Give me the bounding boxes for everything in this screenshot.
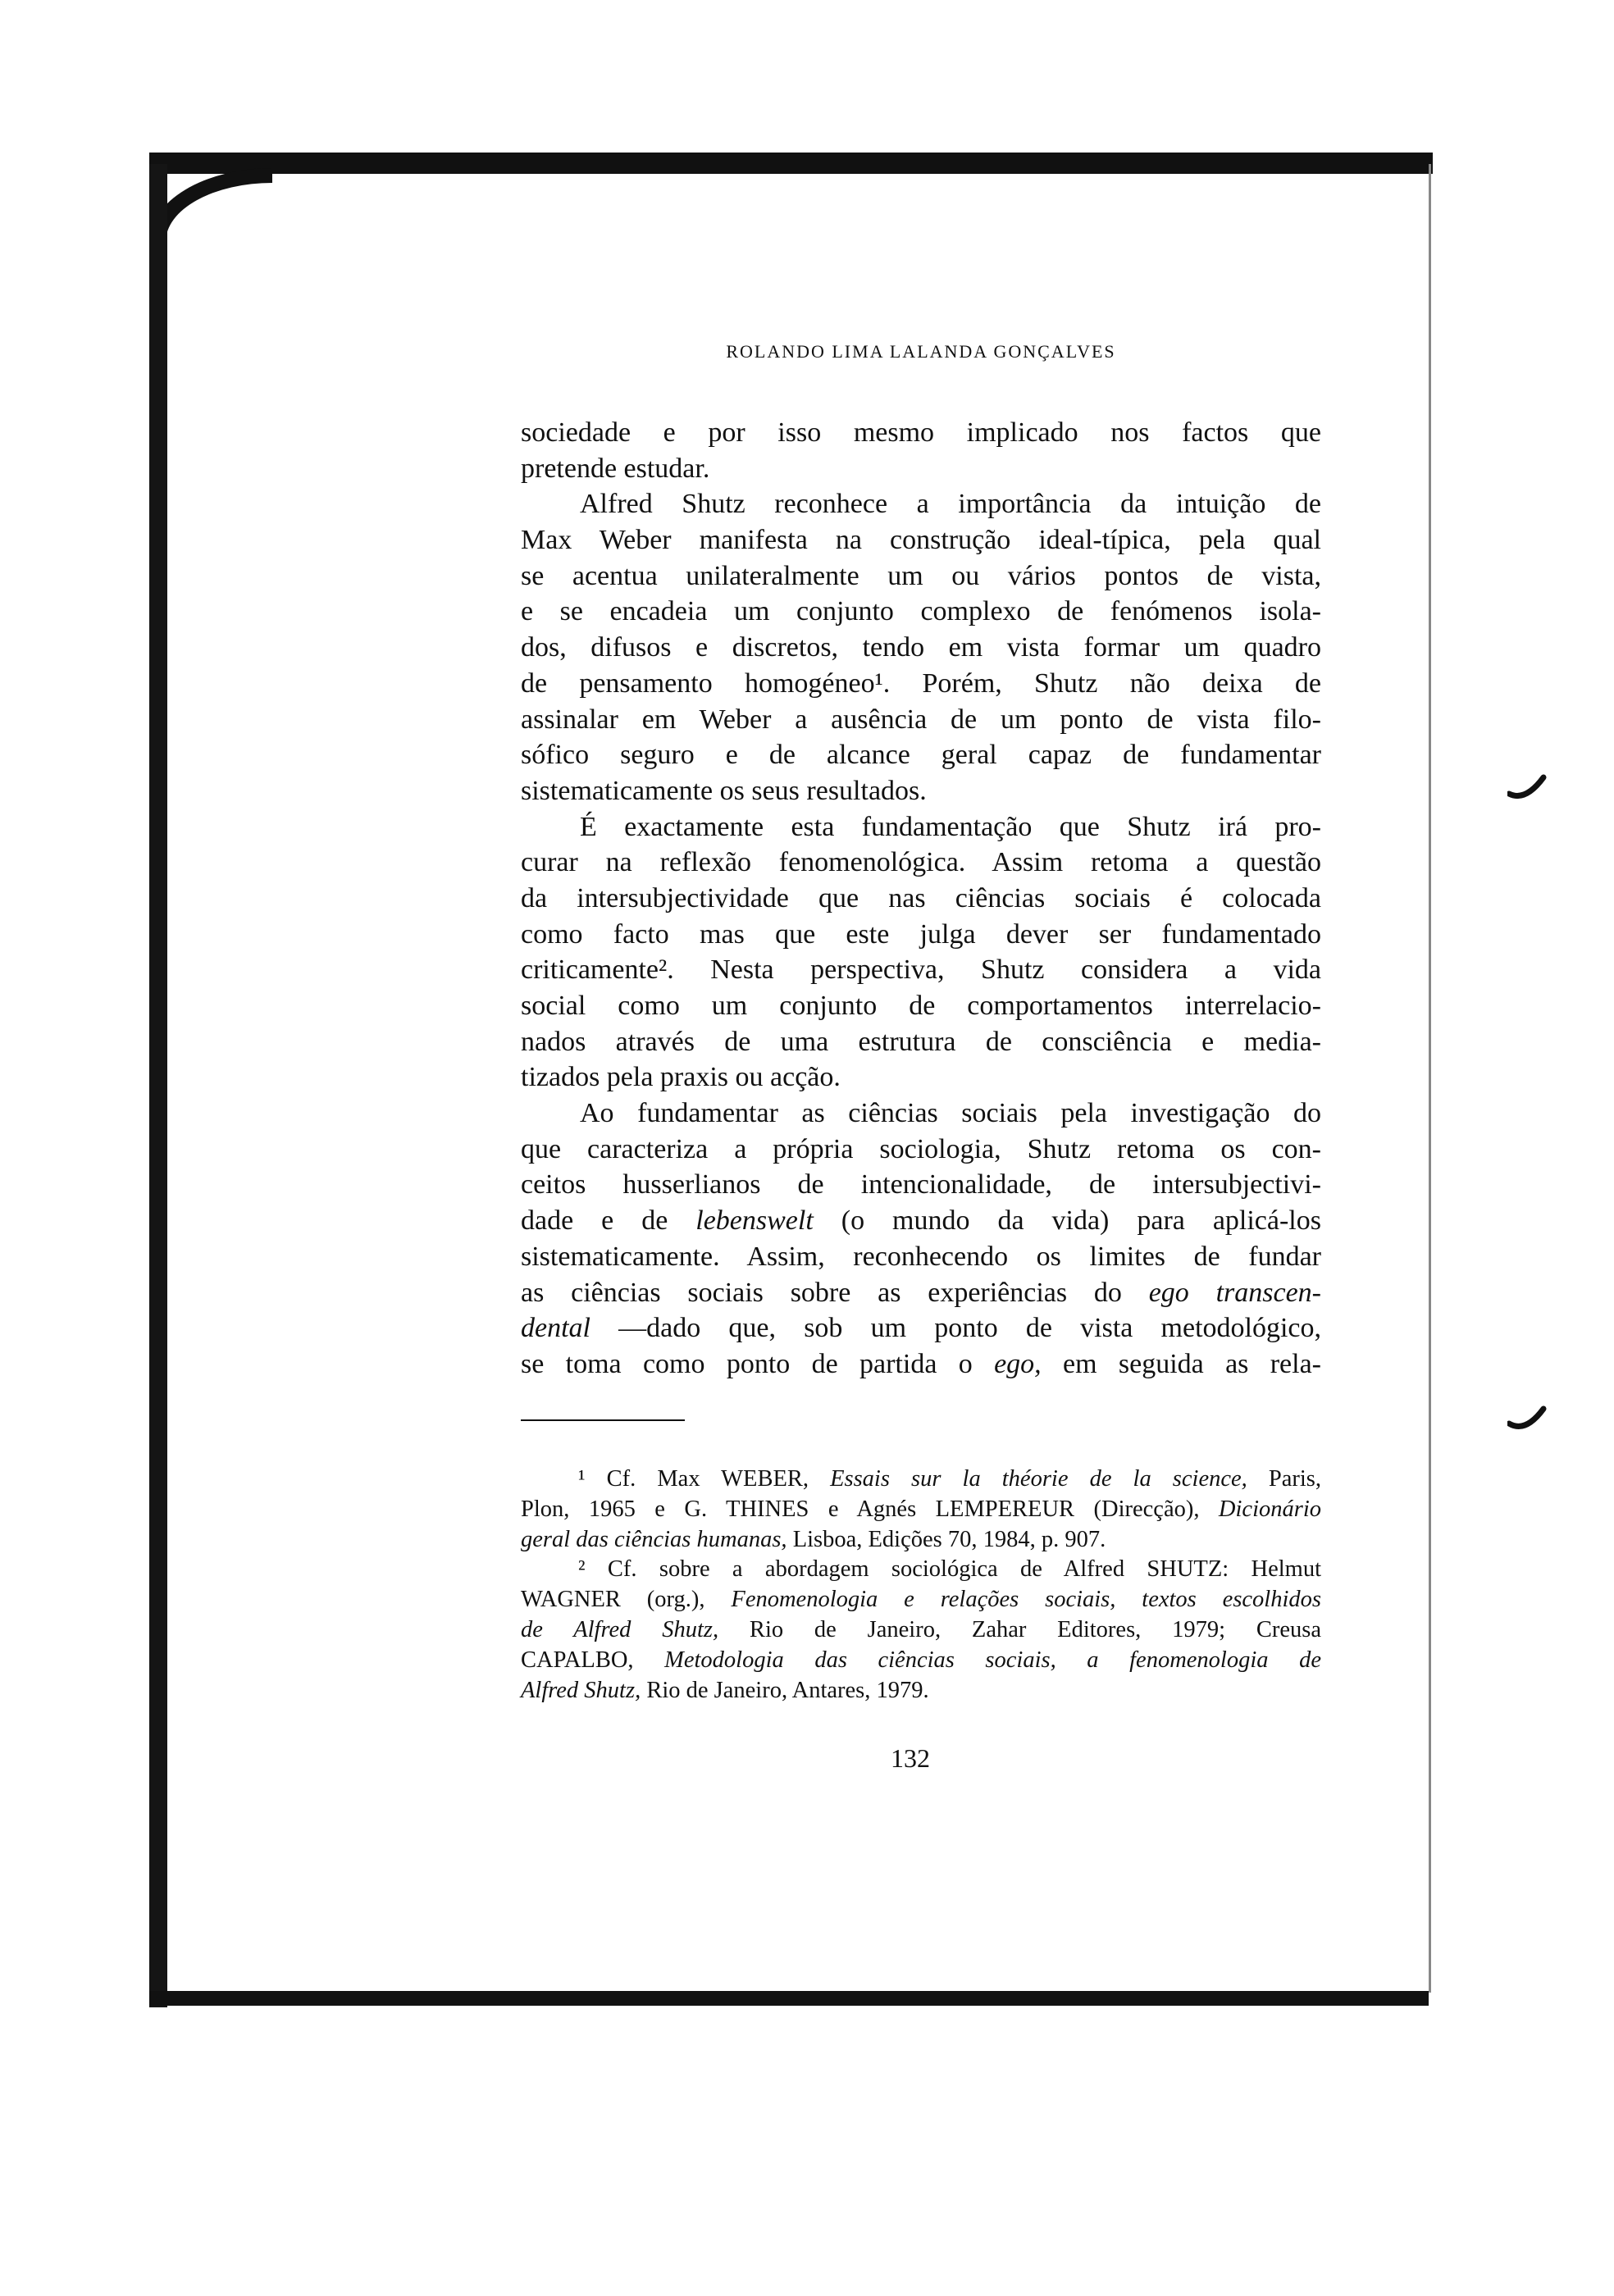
text-line — [521, 415, 1321, 451]
text-line — [521, 1239, 1321, 1275]
text-line-run: sociedade e por isso mesmo implicado nos factos que — [521, 417, 1321, 448]
text-line — [521, 1024, 1321, 1060]
text-line-run: ego, — [994, 1348, 1042, 1379]
text-line — [521, 881, 1321, 917]
text-line-run: ceitos husserlianos de intencionalidade, de intersubjectivi- — [521, 1169, 1321, 1200]
body-text — [521, 415, 1321, 1383]
text-line-run: em seguida as rela- — [1041, 1348, 1321, 1379]
footnote-line — [521, 1676, 1321, 1706]
text-line — [521, 952, 1321, 988]
footnote-line-run: Lisboa, Edições 70, 1984, p. 907. — [786, 1526, 1106, 1552]
footnote-line-run: Plon, 1965 e G. THINES e Agnés LEMPEREUR (Direcção), — [521, 1496, 1219, 1522]
text-line — [521, 1310, 1321, 1346]
text-line-run: que caracteriza a própria sociologia, Shutz retoma os con- — [521, 1133, 1321, 1164]
text-line-run: as ciências sociais sobre as experiências do — [521, 1277, 1149, 1308]
text-line-run: como facto mas que este julga dever ser fundamentado — [521, 918, 1321, 950]
footnote-line-run: Dicionário — [1218, 1496, 1321, 1522]
text-line-run: sófico seguro e de alcance geral capaz de fundamentar — [521, 740, 1321, 771]
page-border-left — [149, 164, 167, 2007]
text-line-run: de pensamento homogéneo¹. Porém, Shutz não deixa de — [521, 667, 1321, 699]
text-line — [521, 917, 1321, 953]
text-line-run: É exactamente esta fundamentação que Shutz irá pro- — [580, 811, 1321, 842]
page-border-corner — [149, 168, 272, 242]
footnote-line-run: Rio de Janeiro, Antares, 1979. — [641, 1677, 929, 1703]
footnote-line-run: WAGNER (org.), — [521, 1587, 732, 1613]
footnote-line — [521, 1646, 1321, 1676]
footnote-line-run: geral das ciências humanas, — [521, 1526, 787, 1552]
text-line — [521, 737, 1321, 773]
check-mark-icon — [1507, 771, 1548, 804]
page-number: 132 — [891, 1743, 930, 1773]
text-line-run: se acentua unilateralmente um ou vários pontos de vista, — [521, 560, 1321, 591]
footnote-line — [521, 1585, 1321, 1615]
text-line-run: Ao fundamentar as ciências sociais pela investigação do — [580, 1098, 1321, 1129]
text-line-run: da intersubjectividade que nas ciências sociais é colocada — [521, 882, 1321, 913]
text-line — [521, 594, 1321, 630]
footnote-line-run: Metodologia das ciências sociais, a fenomenologia de — [664, 1647, 1321, 1673]
text-line-run: curar na reflexão fenomenológica. Assim retoma a questão — [521, 847, 1321, 878]
text-line — [521, 486, 1321, 522]
text-line-run: nados através de uma estrutura de consciência e media- — [521, 1026, 1321, 1057]
footnote-line — [521, 1555, 1321, 1585]
text-line — [521, 451, 1321, 487]
text-line-run: (o mundo da vida) para aplicá-los — [813, 1205, 1321, 1237]
check-mark-icon — [1507, 1404, 1548, 1437]
text-line-run: social como um conjunto de comportamentos interrelacio- — [521, 991, 1321, 1021]
text-line — [521, 522, 1321, 558]
page-border-top — [149, 153, 1433, 174]
footnote-line-run: CAPALBO, — [521, 1647, 665, 1673]
footnote-line — [521, 1465, 1321, 1495]
footnote-line-run: Fenomenologia e relações sociais, textos escolhidos — [731, 1587, 1321, 1613]
footnote-line-run: de Alfred Shutz, — [521, 1616, 719, 1642]
text-line — [521, 809, 1321, 845]
text-line — [521, 1203, 1321, 1239]
text-line-run: ego transcen- — [1148, 1277, 1321, 1308]
text-line — [521, 1059, 1321, 1096]
footnote-line-run: ² Cf. sobre a abordagem sociológica de Alfred SHUTZ: Helmut — [578, 1556, 1321, 1583]
text-line — [521, 630, 1321, 666]
running-head: ROLANDO LIMA LALANDA GONÇALVES — [726, 341, 1116, 362]
footnote-line-run: Paris, — [1247, 1466, 1322, 1492]
text-line-run: se toma como ponto de partida o — [521, 1348, 995, 1379]
text-line — [521, 845, 1321, 881]
footnote-line — [521, 1615, 1321, 1646]
text-line-run: sistematicamente os seus resultados. — [521, 775, 927, 806]
text-line-run: dade e de — [521, 1205, 696, 1237]
text-line — [521, 1167, 1321, 1203]
text-line — [521, 1275, 1321, 1311]
text-line-run: sistematicamente. Assim, reconhecendo os limites de fundar — [521, 1241, 1321, 1272]
footnote-line-run: Essais sur la théorie de la science, — [830, 1466, 1247, 1492]
page-border-bottom — [149, 1991, 1429, 2006]
text-line-run: assinalar em Weber a ausência de um ponto de vista filo- — [521, 704, 1321, 735]
footnote-line — [521, 1495, 1321, 1525]
footnote-line — [521, 1525, 1321, 1556]
text-line — [521, 558, 1321, 594]
text-line — [521, 988, 1321, 1024]
text-line-run: criticamente². Nesta perspectiva, Shutz considera a vida — [521, 954, 1321, 986]
text-line-run: tizados pela praxis ou acção. — [521, 1062, 841, 1093]
text-line-run: —dado que, sob um ponto de vista metodológico, — [590, 1313, 1321, 1344]
text-line-run: e se encadeia um conjunto complexo de fenómenos isola- — [521, 596, 1321, 627]
text-line — [521, 1132, 1321, 1168]
text-line — [521, 1346, 1321, 1383]
text-line — [521, 666, 1321, 702]
text-line — [521, 702, 1321, 738]
footnote-line-run: Rio de Janeiro, Zahar Editores, 1979; Creusa — [718, 1616, 1321, 1642]
text-line-run: Max Weber manifesta na construção ideal-típica, pela qual — [521, 525, 1321, 556]
footnote-line-run: Alfred Shutz, — [521, 1677, 641, 1703]
text-line-run: lebenswelt — [695, 1205, 814, 1237]
text-line-run: pretende estudar. — [521, 453, 710, 484]
text-line-run: dos, difusos e discretos, tendo em vista formar um quadro — [521, 632, 1321, 663]
footnotes — [521, 1465, 1321, 1706]
footnote-rule — [521, 1419, 685, 1421]
footnote-line-run: ¹ Cf. Max WEBER, — [578, 1466, 831, 1492]
text-line — [521, 773, 1321, 809]
text-line-run: dental — [521, 1313, 590, 1344]
text-line — [521, 1096, 1321, 1132]
page-border-right — [1429, 164, 1431, 1993]
text-line-run: Alfred Shutz reconhece a importância da intuição de — [580, 489, 1321, 520]
